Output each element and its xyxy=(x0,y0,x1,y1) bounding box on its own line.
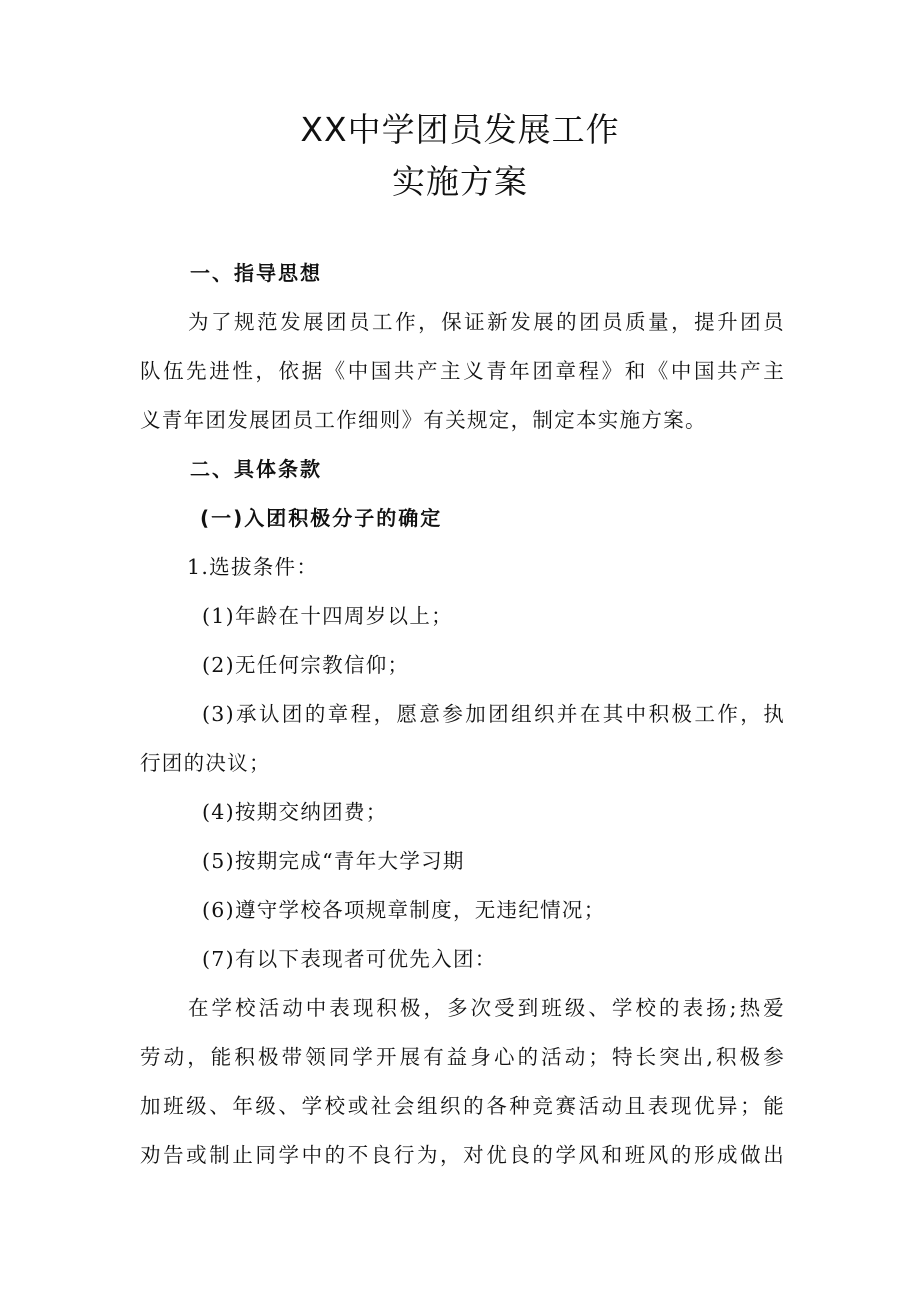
subheading-activist-selection: (一)入团积极分子的确定 xyxy=(200,506,443,530)
condition-item: (1)年龄在十四周岁以上； xyxy=(202,604,453,628)
priority-paragraph xyxy=(140,984,785,1180)
paragraph-line: 队伍先进性，依据《中国共产主义青年团章程》和《中国共产主 xyxy=(140,359,785,383)
paragraph-line: 为了规范发展团员工作，保证新发展的团员质量，提升团员 xyxy=(188,310,785,334)
paragraph-line: 加班级、年级、学校或社会组织的各种竞赛活动且表现优异；能 xyxy=(140,1094,785,1118)
condition-item: (4)按期交纳团费； xyxy=(202,800,388,824)
condition-item: (6)遵守学校各项规章制度，无违纪情况； xyxy=(202,898,606,922)
section-heading-specific-terms: 二、具体条款 xyxy=(190,457,322,481)
paragraph-line: 劳动，能积极带领同学开展有益身心的活动；特长突出,积极参 xyxy=(140,1045,785,1069)
condition-item: (3)承认团的章程，愿意参加团组织并在其中积极工作，执 xyxy=(202,702,785,726)
section-heading-guiding-ideology: 一、指导思想 xyxy=(190,261,322,285)
document-title-line-2: 实施方案 xyxy=(392,162,528,201)
paragraph-line: 劝告或制止同学中的不良行为，对优良的学风和班风的形成做出 xyxy=(140,1143,785,1167)
paragraph-line: 义青年团发展团员工作细则》有关规定，制定本实施方案。 xyxy=(140,408,707,432)
condition-item: (2)无任何宗教信仰； xyxy=(202,653,410,677)
guiding-ideology-paragraph xyxy=(140,298,785,445)
selection-conditions-label: 1.选拔条件： xyxy=(187,555,319,579)
condition-item-continuation: 行团的决议； xyxy=(140,751,271,775)
condition-item: (7)有以下表现者可优先入团： xyxy=(202,947,497,971)
paragraph-line: 在学校活动中表现积极，多次受到班级、学校的表扬;热爱 xyxy=(188,996,785,1020)
condition-item: (5)按期完成“青年大学习期 xyxy=(202,849,465,873)
conditions-list xyxy=(140,592,785,984)
document-title-line-1: XX中学团员发展工作 xyxy=(300,110,620,149)
